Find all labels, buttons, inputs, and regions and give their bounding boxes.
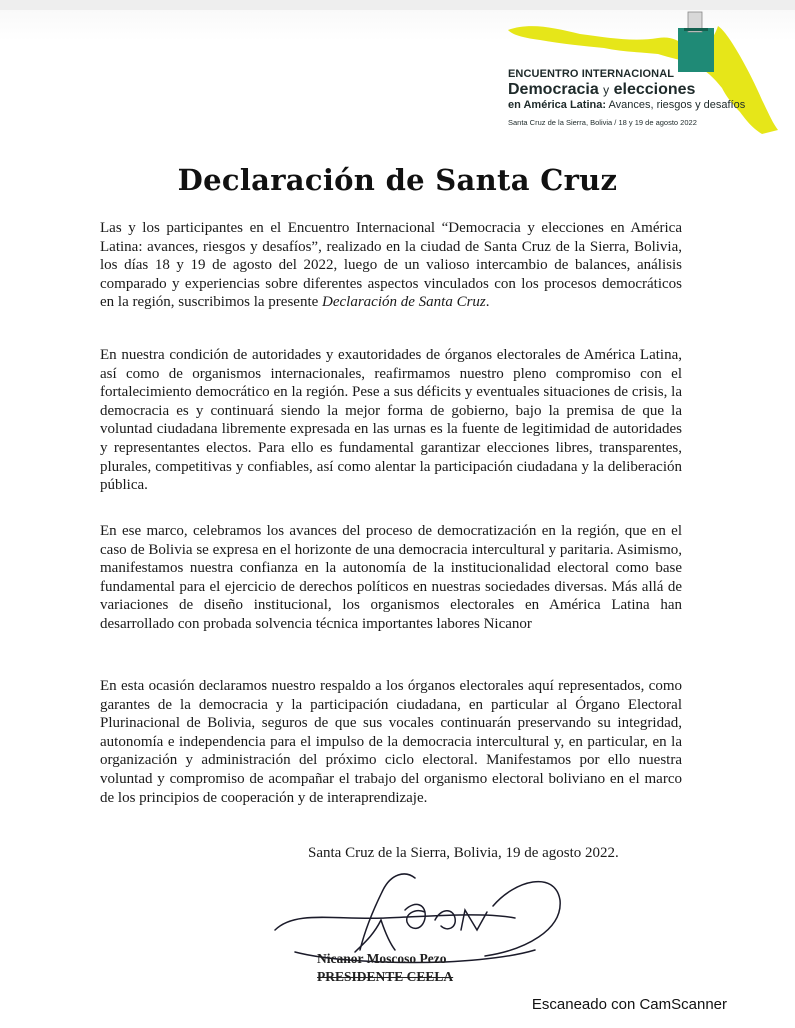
logo-line-1: ENCUENTRO INTERNACIONAL [508,68,675,80]
paragraph-2: En nuestra condición de autoridades y exautoridades de órganos electorales de América Latina, así como de organismos internacionales, reafirmamos nuestro pleno compromiso con el fortalecimiento democrático en la región. Pese a sus déficits y eventuales situaciones de crisis, la democracia es y continuará siendo la mejor forma de gobierno, bajo la premisa de que la voluntad ciudadana libremente expresada en las urnas es la fuente de legitimidad de autoridades y representantes electos. Para ello es fundamental garantizar elecciones libres, transparentes, plurales, competitivas y confiables, así como alentar la participación ciudadana y la deliberación pública. [100,347,682,494]
ballot-box-icon [678,12,714,72]
logo-text-block [508,68,745,127]
logo-line-2: Democracia y elecciones [508,81,696,98]
paragraph-1: Las y los participantes en el Encuentro Internacional “Democracia y elecciones en América Latina: avances, riesgos y desafíos”, realizado en la ciudad de Santa Cruz de la Sierra, Bolivia, los días 18 y 19 de agosto del 2022, luego de un valioso intercambio de balances, análisis comparado y experiencias sobre diferentes aspectos vinculados con los procesos democráticos en la región, suscribimos la presente Declaración de Santa Cruz. [100,220,682,311]
signer-role: PRESIDENTE CEELA [317,969,454,984]
logo-line-3: en América Latina: Avances, riesgos y desafíos [508,99,746,111]
place-and-date: Santa Cruz de la Sierra, Bolivia, 19 de agosto 2022. [308,845,619,861]
paragraph-4: En esta ocasión declaramos nuestro respaldo a los órganos electorales aquí representados, como garantes de la democracia y la participación ciudadana, en particular al Órgano Electoral Plurinacional de Bolivia, seguros de que sus vocales continuarán preservando su integridad, autonomía e independencia para el impulso de la democracia intercultural y, en particular, en la organización y administración del próximo ciclo electoral. Manifestamos por ello nuestra voluntad y compromiso de acompañar el trabajo del organismo electoral boliviano en el marco de los principios de cooperación y de interaprendizaje. [100,678,682,806]
paragraph-3: En ese marco, celebramos los avances del proceso de democratización en la región, que en el caso de Bolivia se expresa en el horizonte de una democracia intercultural y paritaria. Asimismo, manifestamos nuestra confianza en la autonomía de la institucionalidad electoral como base fundamental para el ejercicio de derechos políticos en nuestras sociedades diversas. Más allá de variaciones de diseño institucional, los organismos electorales en América Latina han desarrollado con probada solvencia técnica importantes labores Nicanor [100,523,682,632]
scanner-watermark: Escaneado con CamScanner [531,996,727,1013]
page-title: Declaración de Santa Cruz [177,163,618,197]
signer-name: Nicanor Moscoso Pezo [317,951,447,966]
logo-line-4: Santa Cruz de la Sierra, Bolivia / 18 y 19 de agosto 2022 [508,118,697,127]
event-logo [500,8,780,143]
